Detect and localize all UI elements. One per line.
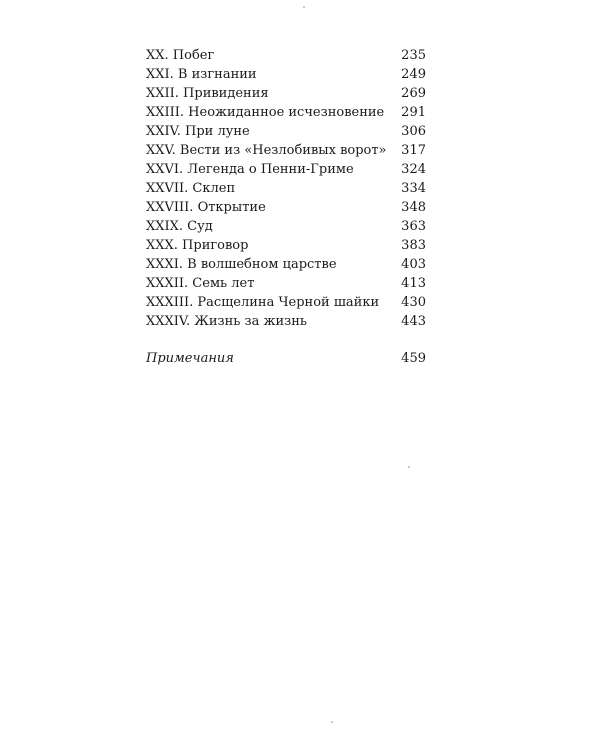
toc-notes-title: Примечания [146, 351, 234, 366]
toc-entry [146, 122, 426, 141]
toc-entry [146, 198, 426, 217]
toc-entry-title: XXXIII. Расщелина Черной шайки [146, 295, 380, 310]
toc-entry-page: 249 [401, 67, 426, 82]
toc-entry-page: 383 [401, 238, 426, 253]
toc-entry-title: XXI. В изгнании [146, 67, 257, 82]
toc-entry-page: 403 [401, 257, 426, 272]
paper-speck [408, 466, 410, 468]
toc-entry-title: XXIV. При луне [146, 124, 250, 139]
toc-entry [146, 84, 426, 103]
toc-entry-title: XXV. Вести из «Незлобивых ворот» [146, 143, 387, 158]
toc-entry-page: 269 [401, 86, 426, 101]
toc-entry-title: XXVIII. Открытие [146, 200, 266, 215]
paper-speck [331, 721, 333, 723]
toc-entry-title: XXXI. В волшебном царстве [146, 257, 337, 272]
toc-entry-title: XXVII. Склеп [146, 181, 236, 196]
toc-entry-title: XXX. Приговор [146, 238, 249, 253]
toc-entry [146, 255, 426, 274]
toc-entry-page: 413 [401, 276, 426, 291]
toc-entry-page: 235 [401, 48, 426, 63]
toc-notes-entry [146, 349, 426, 368]
toc-entry [146, 274, 426, 293]
toc-entry-page: 324 [401, 162, 426, 177]
toc-entry-page: 334 [401, 181, 426, 196]
paper-speck [303, 6, 305, 8]
toc-entry [146, 293, 426, 312]
toc-entry [146, 312, 426, 331]
toc-entry [146, 236, 426, 255]
toc-entry-page: 430 [401, 295, 426, 310]
toc-entry [146, 46, 426, 65]
toc-entry [146, 160, 426, 179]
toc-entry-page: 443 [401, 314, 426, 329]
table-of-contents [146, 46, 426, 368]
toc-entry [146, 179, 426, 198]
toc-notes-page: 459 [401, 351, 426, 366]
toc-entry-page: 317 [401, 143, 426, 158]
toc-entry-title: XXXIV. Жизнь за жизнь [146, 314, 307, 329]
toc-entry-title: XXIX. Суд [146, 219, 213, 234]
toc-entry-page: 363 [401, 219, 426, 234]
toc-entry [146, 217, 426, 236]
toc-entry-title: XX. Побег [146, 48, 215, 63]
toc-entry-title: XXXII. Семь лет [146, 276, 255, 291]
toc-entry-title: XXVI. Легенда о Пенни-Гриме [146, 162, 354, 177]
toc-entry [146, 141, 426, 160]
toc-entry-page: 306 [401, 124, 426, 139]
toc-entry [146, 103, 426, 122]
toc-entry [146, 65, 426, 84]
toc-entry-title: XXII. Привидения [146, 86, 269, 101]
toc-entry-page: 348 [401, 200, 426, 215]
toc-entry-title: XXIII. Неожиданное исчезновение [146, 105, 385, 120]
toc-entry-page: 291 [401, 105, 426, 120]
